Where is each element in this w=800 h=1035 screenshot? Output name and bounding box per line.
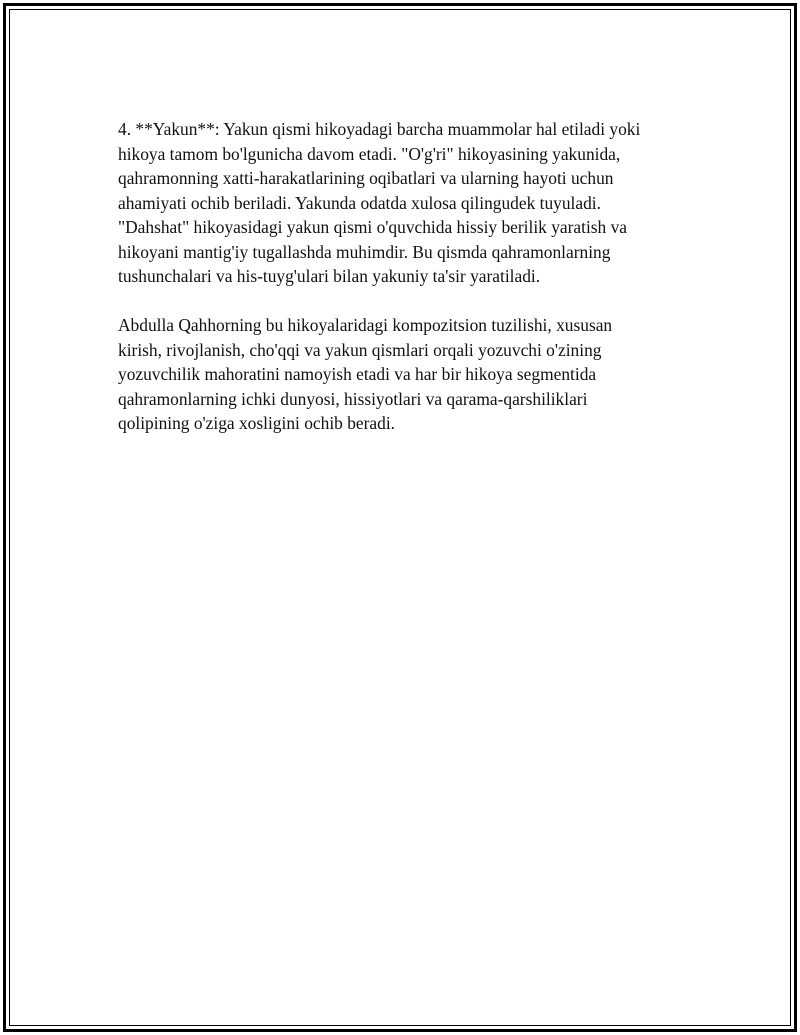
- text-line: "Dahshat" hikoyasidagi yakun qismi o'quvchida hissiy berilik yaratish va: [118, 217, 628, 237]
- text-line: qahramonning xatti-harakatlarining oqibatlari va ularning hayoti uchun: [118, 168, 614, 188]
- text-line: hikoyani mantig'iy tugallashda muhimdir. Bu qismda qahramonlarning: [118, 241, 611, 262]
- text-line: yozuvchilik mahoratini namoyish etadi va har bir hikoya segmentida: [118, 364, 597, 384]
- text-line: qolipining o'ziga xosligini ochib beradi.: [118, 413, 395, 433]
- text-line: Abdulla Qahhorning bu hikoyalaridagi kompozitsion tuzilishi, xususan: [118, 315, 613, 335]
- text-line: tushunchalari va his-tuyg'ulari bilan yakuniy ta'sir yaratiladi.: [118, 266, 541, 286]
- text-line: qahramonlarning ichki dunyosi, hissiyotlari va qarama-qarshiliklari: [118, 388, 588, 409]
- document-body: [118, 117, 698, 436]
- paragraph-yakun: [118, 117, 698, 289]
- text-line: ahamiyati ochib beriladi. Yakunda odatda xulosa qilingudek tuyuladi.: [118, 192, 601, 213]
- text-line: hikoya tamom bo'lgunicha davom etadi. "O'g'ri" hikoyasining yakunida,: [118, 143, 621, 164]
- text-line: 4. **Yakun**: Yakun qismi hikoyadagi barcha muammolar hal etiladi yoki: [118, 119, 641, 139]
- text-line: kirish, rivojlanish, cho'qqi va yakun qismlari orqali yozuvchi o'zining: [118, 339, 602, 360]
- paragraph-conclusion: [118, 313, 698, 436]
